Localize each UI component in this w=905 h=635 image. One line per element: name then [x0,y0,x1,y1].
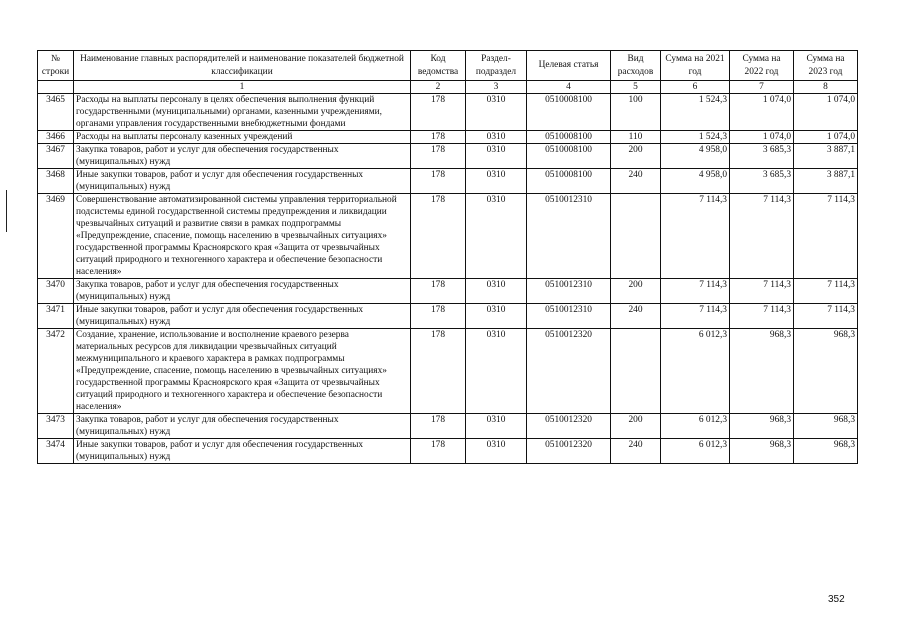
amount-2022: 7 114,3 [730,194,794,279]
section-code: 0310 [466,169,527,194]
table-row [38,414,858,439]
col-header: Сумма на 2021 год [661,51,730,81]
dept-code: 178 [411,279,466,304]
amount-2023: 3 887,1 [794,169,858,194]
amount-2022: 968,3 [730,329,794,414]
row-name: Иные закупки товаров, работ и услуг для обеспечения государственных (муниципальных) нужд [74,439,411,464]
dept-code: 178 [411,169,466,194]
section-code: 0310 [466,194,527,279]
col-number: 8 [794,81,858,94]
expense-type: 240 [611,304,661,329]
expense-type: 110 [611,131,661,144]
col-number: 6 [661,81,730,94]
amount-2023: 968,3 [794,414,858,439]
col-header: Вид расходов [611,51,661,81]
amount-2023: 3 887,1 [794,144,858,169]
col-number: 1 [74,81,411,94]
amount-2023: 7 114,3 [794,194,858,279]
col-number: 4 [527,81,611,94]
target-article: 0510008100 [527,131,611,144]
table-row [38,94,858,131]
row-number: 3465 [38,94,74,131]
row-name: Закупка товаров, работ и услуг для обеспечения государственных (муниципальных) нужд [74,279,411,304]
col-header: Целевая статья [527,51,611,81]
dept-code: 178 [411,194,466,279]
target-article: 0510012310 [527,304,611,329]
row-number: 3472 [38,329,74,414]
row-name: Расходы на выплаты персоналу в целях обеспечения выполнения функций государственными (муниципальными) органами, казенными учреждениями, органами управления государственными внебюджетными фондами [74,94,411,131]
expense-type: 200 [611,414,661,439]
amount-2022: 3 685,3 [730,144,794,169]
amount-2023: 1 074,0 [794,94,858,131]
table-row [38,194,858,279]
table-row [38,169,858,194]
amount-2021: 7 114,3 [661,304,730,329]
dept-code: 178 [411,439,466,464]
dept-code: 178 [411,144,466,169]
col-header: Наименование главных распорядителей и наименование показателей бюджетной классификации [74,51,411,81]
col-header: Сумма на 2022 год [730,51,794,81]
amount-2022: 1 074,0 [730,131,794,144]
row-number: 3469 [38,194,74,279]
col-header: № строки [38,51,74,81]
section-code: 0310 [466,304,527,329]
col-number: 3 [466,81,527,94]
amount-2023: 968,3 [794,329,858,414]
target-article: 0510012320 [527,439,611,464]
column-number-row [38,81,858,94]
expense-type [611,329,661,414]
table-row [38,439,858,464]
section-code: 0310 [466,329,527,414]
row-number: 3466 [38,131,74,144]
amount-2021: 6 012,3 [661,329,730,414]
section-code: 0310 [466,279,527,304]
page-number: 352 [828,594,845,605]
section-code: 0310 [466,94,527,131]
expense-type: 100 [611,94,661,131]
row-name: Иные закупки товаров, работ и услуг для обеспечения государственных (муниципальных) нужд [74,169,411,194]
row-name: Расходы на выплаты персоналу казенных учреждений [74,131,411,144]
row-number: 3468 [38,169,74,194]
amount-2021: 6 012,3 [661,414,730,439]
table-row [38,131,858,144]
target-article: 0510012310 [527,194,611,279]
row-number: 3470 [38,279,74,304]
amount-2022: 7 114,3 [730,304,794,329]
amount-2021: 4 958,0 [661,169,730,194]
expense-type: 240 [611,169,661,194]
row-number: 3471 [38,304,74,329]
dept-code: 178 [411,94,466,131]
table-row [38,304,858,329]
dept-code: 178 [411,131,466,144]
row-number: 3473 [38,414,74,439]
target-article: 0510012320 [527,414,611,439]
col-header: Раздел-подраздел [466,51,527,81]
amount-2021: 6 012,3 [661,439,730,464]
amount-2021: 1 524,3 [661,131,730,144]
col-header: Код ведомства [411,51,466,81]
target-article: 0510008100 [527,144,611,169]
section-code: 0310 [466,131,527,144]
amount-2023: 1 074,0 [794,131,858,144]
table-row [38,144,858,169]
row-name: Совершенствование автоматизированной системы управления территориальной подсистемы единой государственной системы предупреждения и ликвидации чрезвычайных ситуаций и развитие связи в рамках подпрограммы «Предупреждение, спасение, помощь населению в чрезвычайных ситуациях» государственной программы Красноярского края «Защита от чрезвычайных ситуаций природного и техногенного характера и обеспечение безопасности населения» [74,194,411,279]
amount-2022: 1 074,0 [730,94,794,131]
header-row [38,51,858,81]
target-article: 0510012310 [527,279,611,304]
amount-2021: 7 114,3 [661,194,730,279]
section-code: 0310 [466,439,527,464]
amount-2021: 7 114,3 [661,279,730,304]
amount-2023: 968,3 [794,439,858,464]
amount-2021: 1 524,3 [661,94,730,131]
amount-2022: 7 114,3 [730,279,794,304]
expense-type [611,194,661,279]
dept-code: 178 [411,304,466,329]
target-article: 0510008100 [527,169,611,194]
amount-2021: 4 958,0 [661,144,730,169]
col-header: Сумма на 2023 год [794,51,858,81]
table-row [38,329,858,414]
row-name: Создание, хранение, использование и восполнение краевого резерва материальных ресурсов для ликвидации чрезвычайных ситуаций межмуниципального и краевого характера в рамках подпрограммы «Предупреждение, спасение, помощь населению в чрезвычайных ситуациях» государственной программы Красноярского края «Защита от чрезвычайных ситуаций природного и техногенного характера и обеспечение безопасности населения» [74,329,411,414]
dept-code: 178 [411,414,466,439]
section-code: 0310 [466,414,527,439]
target-article: 0510012320 [527,329,611,414]
expense-type: 240 [611,439,661,464]
target-article: 0510008100 [527,94,611,131]
budget-table [37,50,858,464]
amount-2023: 7 114,3 [794,304,858,329]
col-number: 2 [411,81,466,94]
row-number: 3467 [38,144,74,169]
expense-type: 200 [611,144,661,169]
expense-type: 200 [611,279,661,304]
row-name: Закупка товаров, работ и услуг для обеспечения государственных (муниципальных) нужд [74,144,411,169]
amount-2022: 968,3 [730,439,794,464]
amount-2023: 7 114,3 [794,279,858,304]
col-number: 7 [730,81,794,94]
margin-mark [6,190,7,232]
amount-2022: 968,3 [730,414,794,439]
table-row [38,279,858,304]
col-number [38,81,74,94]
row-name: Закупка товаров, работ и услуг для обеспечения государственных (муниципальных) нужд [74,414,411,439]
row-name: Иные закупки товаров, работ и услуг для обеспечения государственных (муниципальных) нужд [74,304,411,329]
dept-code: 178 [411,329,466,414]
amount-2022: 3 685,3 [730,169,794,194]
section-code: 0310 [466,144,527,169]
col-number: 5 [611,81,661,94]
row-number: 3474 [38,439,74,464]
